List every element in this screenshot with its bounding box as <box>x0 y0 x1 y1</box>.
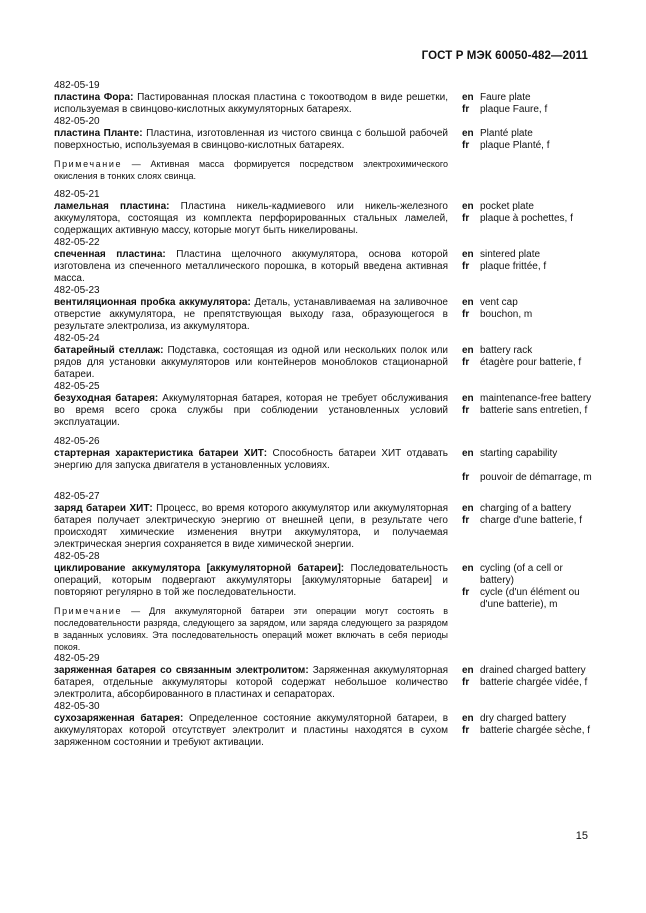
term-entry-482-05-24 <box>54 333 594 381</box>
entry-definition <box>54 713 448 749</box>
term-entry-482-05-21 <box>54 189 594 237</box>
entry-term: сухозаряженная батарея: <box>54 713 184 724</box>
french-equivalent: plaque frittée, f <box>480 261 547 272</box>
english-equivalent: pocket plate <box>480 201 534 212</box>
french-equivalent: batterie chargée sèche, f <box>480 725 591 736</box>
lang-code-en: en <box>462 448 474 459</box>
entry-text: Заряженная аккумуляторная батарея, отдельные аккумуляторы которой содержат небольшое количество электролита, абсорбированного в пластинах и сепараторах. <box>54 665 449 700</box>
entry-term: безуходная батарея: <box>54 393 159 404</box>
entry-definition <box>54 92 448 116</box>
term-entry-482-05-20 <box>54 116 594 182</box>
entry-term: батарейный стеллаж: <box>54 345 164 356</box>
entry-definition <box>54 448 448 484</box>
lang-code-fr: fr <box>462 405 470 416</box>
entry-term: вентиляционная пробка аккумулятора: <box>54 297 251 308</box>
entry-term: спеченная пластина: <box>54 249 166 260</box>
french-equivalent: batterie chargée vidée, f <box>480 677 588 688</box>
lang-code-en: en <box>462 297 474 308</box>
entry-term: пластина Планте: <box>54 128 143 139</box>
french-equivalent: cycle (d'un élément ou d'une batterie), m <box>480 587 580 610</box>
equivalents <box>462 297 594 333</box>
french-equivalent: plaque Faure, f <box>480 104 548 115</box>
entry-number: 482-05-20 <box>54 116 100 127</box>
entry-number: 482-05-24 <box>54 333 100 344</box>
entry-text: Пластина щелочного аккумулятора, основа которой изготовлена из спеченного металлического порошка, в который введена активная масса. <box>54 249 449 284</box>
term-entry-482-05-29 <box>54 653 594 701</box>
entry-definition <box>54 345 448 381</box>
lang-code-fr: fr <box>462 261 470 272</box>
entry-definition <box>54 249 448 285</box>
lang-code-fr: fr <box>462 213 470 224</box>
entry-definition <box>54 393 448 429</box>
english-equivalent: cycling (of a cell or battery) <box>480 563 563 586</box>
lang-code-en: en <box>462 713 474 724</box>
equivalents <box>462 249 594 285</box>
note-text: — Активная масса формируется посредством электрохимического окисления в тонких слоях свинца. <box>54 159 448 181</box>
entry-term: заряд батареи ХИТ: <box>54 503 153 514</box>
entry-text: Пластина никель-кадмиевого или никель-железного аккумулятора, состоящая из комплекта перфорированных стальных ламелей, содержащих активную массу, которые могут быть никелированы. <box>54 201 448 236</box>
lang-code-fr: fr <box>462 104 470 115</box>
lang-code-fr: fr <box>462 677 470 688</box>
entry-text: Пастированная плоская пластина с токоотводом в виде решетки, используемая в свинцово-кислотных аккумуляторных батареях. <box>54 92 448 115</box>
entry-number: 482-05-28 <box>54 551 100 562</box>
lang-code-fr: fr <box>462 140 470 151</box>
term-entry-482-05-30 <box>54 701 594 749</box>
equivalents <box>462 393 594 429</box>
entry-definition <box>54 201 448 237</box>
english-equivalent: maintenance-free battery <box>480 393 592 404</box>
english-equivalent: dry charged battery <box>480 713 567 724</box>
lang-code-en: en <box>462 201 474 212</box>
entry-definition <box>54 503 448 551</box>
equivalents <box>462 713 594 749</box>
entry-term: пластина Фора: <box>54 92 134 103</box>
page-number: 15 <box>575 830 588 842</box>
equivalents <box>462 563 594 653</box>
equivalents <box>462 665 594 701</box>
entry-number: 482-05-30 <box>54 701 100 712</box>
entry-text: Способность батареи ХИТ отдавать энергию для запуска двигателя в установленных условиях. <box>54 448 449 471</box>
english-equivalent: starting capability <box>480 448 558 459</box>
term-entry-482-05-19 <box>54 80 594 116</box>
entry-definition <box>54 563 448 653</box>
equivalents <box>462 448 594 484</box>
entry-definition <box>54 128 448 182</box>
lang-code-fr: fr <box>462 725 470 736</box>
lang-code-fr: fr <box>462 515 470 526</box>
equivalents <box>462 201 594 237</box>
lang-code-en: en <box>462 92 474 103</box>
entry-note <box>54 605 448 653</box>
entry-number: 482-05-29 <box>54 653 100 664</box>
equivalents <box>462 503 594 551</box>
entry-text: Аккумуляторная батарея, которая не требует обслуживания во время всего срока службы при соблюдении установленных условий эксплуатации. <box>54 393 448 428</box>
lang-code-en: en <box>462 128 474 139</box>
entry-number: 482-05-27 <box>54 491 100 502</box>
french-equivalent: charge d'une batterie, f <box>480 515 582 526</box>
entry-text: Определенное состояние аккумуляторной батареи, в аккумуляторах которой отсутствует электролит и пластины находятся в сухом заряженном состоянии и требуют активации. <box>54 713 449 748</box>
lang-code-fr: fr <box>462 472 470 483</box>
entry-number: 482-05-26 <box>54 436 100 447</box>
entry-definition <box>54 665 448 701</box>
entry-term: заряженная батарея со связанным электролитом: <box>54 665 309 676</box>
lang-code-fr: fr <box>462 309 470 320</box>
entry-number: 482-05-19 <box>54 80 100 91</box>
english-equivalent: sintered plate <box>480 249 541 260</box>
french-equivalent: batterie sans entretien, f <box>480 405 588 416</box>
note-label: Примечание <box>54 159 123 169</box>
lang-code-en: en <box>462 665 474 676</box>
lang-code-en: en <box>462 345 474 356</box>
english-equivalent: drained charged battery <box>480 665 586 676</box>
entry-term: циклирование аккумулятора [аккумуляторной батареи]: <box>54 563 345 574</box>
english-equivalent: battery rack <box>480 345 533 356</box>
entry-term: ламельная пластина: <box>54 201 170 212</box>
term-entry-482-05-26 <box>54 436 594 484</box>
lang-code-en: en <box>462 249 474 260</box>
lang-code-en: en <box>462 503 474 514</box>
equivalents <box>462 92 594 116</box>
entry-number: 482-05-25 <box>54 381 100 392</box>
entry-number: 482-05-21 <box>54 189 100 200</box>
french-equivalent: plaque Planté, f <box>480 140 550 151</box>
lang-code-en: en <box>462 563 474 574</box>
french-equivalent: pouvoir de démarrage, m <box>480 472 592 483</box>
entry-text: Деталь, устанавливаемая на заливочное отверстие аккумулятора, не препятствующая выходу газа, образующегося в результате электролиза, из аккумулятора. <box>54 297 448 332</box>
english-equivalent: Faure plate <box>480 92 531 103</box>
term-list <box>54 80 594 749</box>
term-entry-482-05-27 <box>54 491 594 551</box>
entry-term: стартерная характеристика батареи ХИТ: <box>54 448 268 459</box>
lang-code-fr: fr <box>462 357 470 368</box>
entry-number: 482-05-23 <box>54 285 100 296</box>
entry-text: Подставка, состоящая из одной или нескольких полок или рядов для установки аккумуляторов или контейнеров моноблоков стационарной батареи. <box>54 345 448 380</box>
entry-note <box>54 158 448 182</box>
note-text: — Для аккумуляторной батареи эти операции могут состоять в последовательности разряда, следующего за зарядом, или заряда следующего за разрядом в заданных условиях. Эта последовательность операций может включать в себя периоды покоя. <box>54 606 448 652</box>
entry-number: 482-05-22 <box>54 237 100 248</box>
french-equivalent: bouchon, m <box>480 309 533 320</box>
french-equivalent: plaque à pochettes, f <box>480 213 573 224</box>
standard-header: ГОСТ Р МЭК 60050-482—2011 <box>421 50 588 62</box>
note-label: Примечание <box>54 606 123 616</box>
term-entry-482-05-22 <box>54 237 594 285</box>
english-equivalent: charging of a battery <box>480 503 572 514</box>
entry-text: Пластина, изготовленная из чистого свинца с большой рабочей поверхностью, используемая в свинцово-кислотных батареях. <box>54 128 449 151</box>
entry-text: Процесс, во время которого аккумулятор или аккумуляторная батарея получает электрическую энергию от внешней цепи, в результате чего происходят химические изменения внутри аккумулятора, и получаемая электрическая энергия сохраняется в виде химической энергии. <box>54 503 448 550</box>
lang-code-en: en <box>462 393 474 404</box>
lang-code-fr: fr <box>462 587 470 598</box>
english-equivalent: vent cap <box>480 297 518 308</box>
term-entry-482-05-28 <box>54 551 594 653</box>
term-entry-482-05-23 <box>54 285 594 333</box>
equivalents <box>462 345 594 381</box>
english-equivalent: Planté plate <box>480 128 533 139</box>
french-equivalent: étagère pour batterie, f <box>480 357 582 368</box>
entry-text: Последовательность операций, которым подвергают аккумуляторы [аккумуляторные батареи] и повторяют регулярно в той же последовательности. <box>54 563 448 598</box>
term-entry-482-05-25 <box>54 381 594 429</box>
equivalents <box>462 128 594 182</box>
entry-definition <box>54 297 448 333</box>
